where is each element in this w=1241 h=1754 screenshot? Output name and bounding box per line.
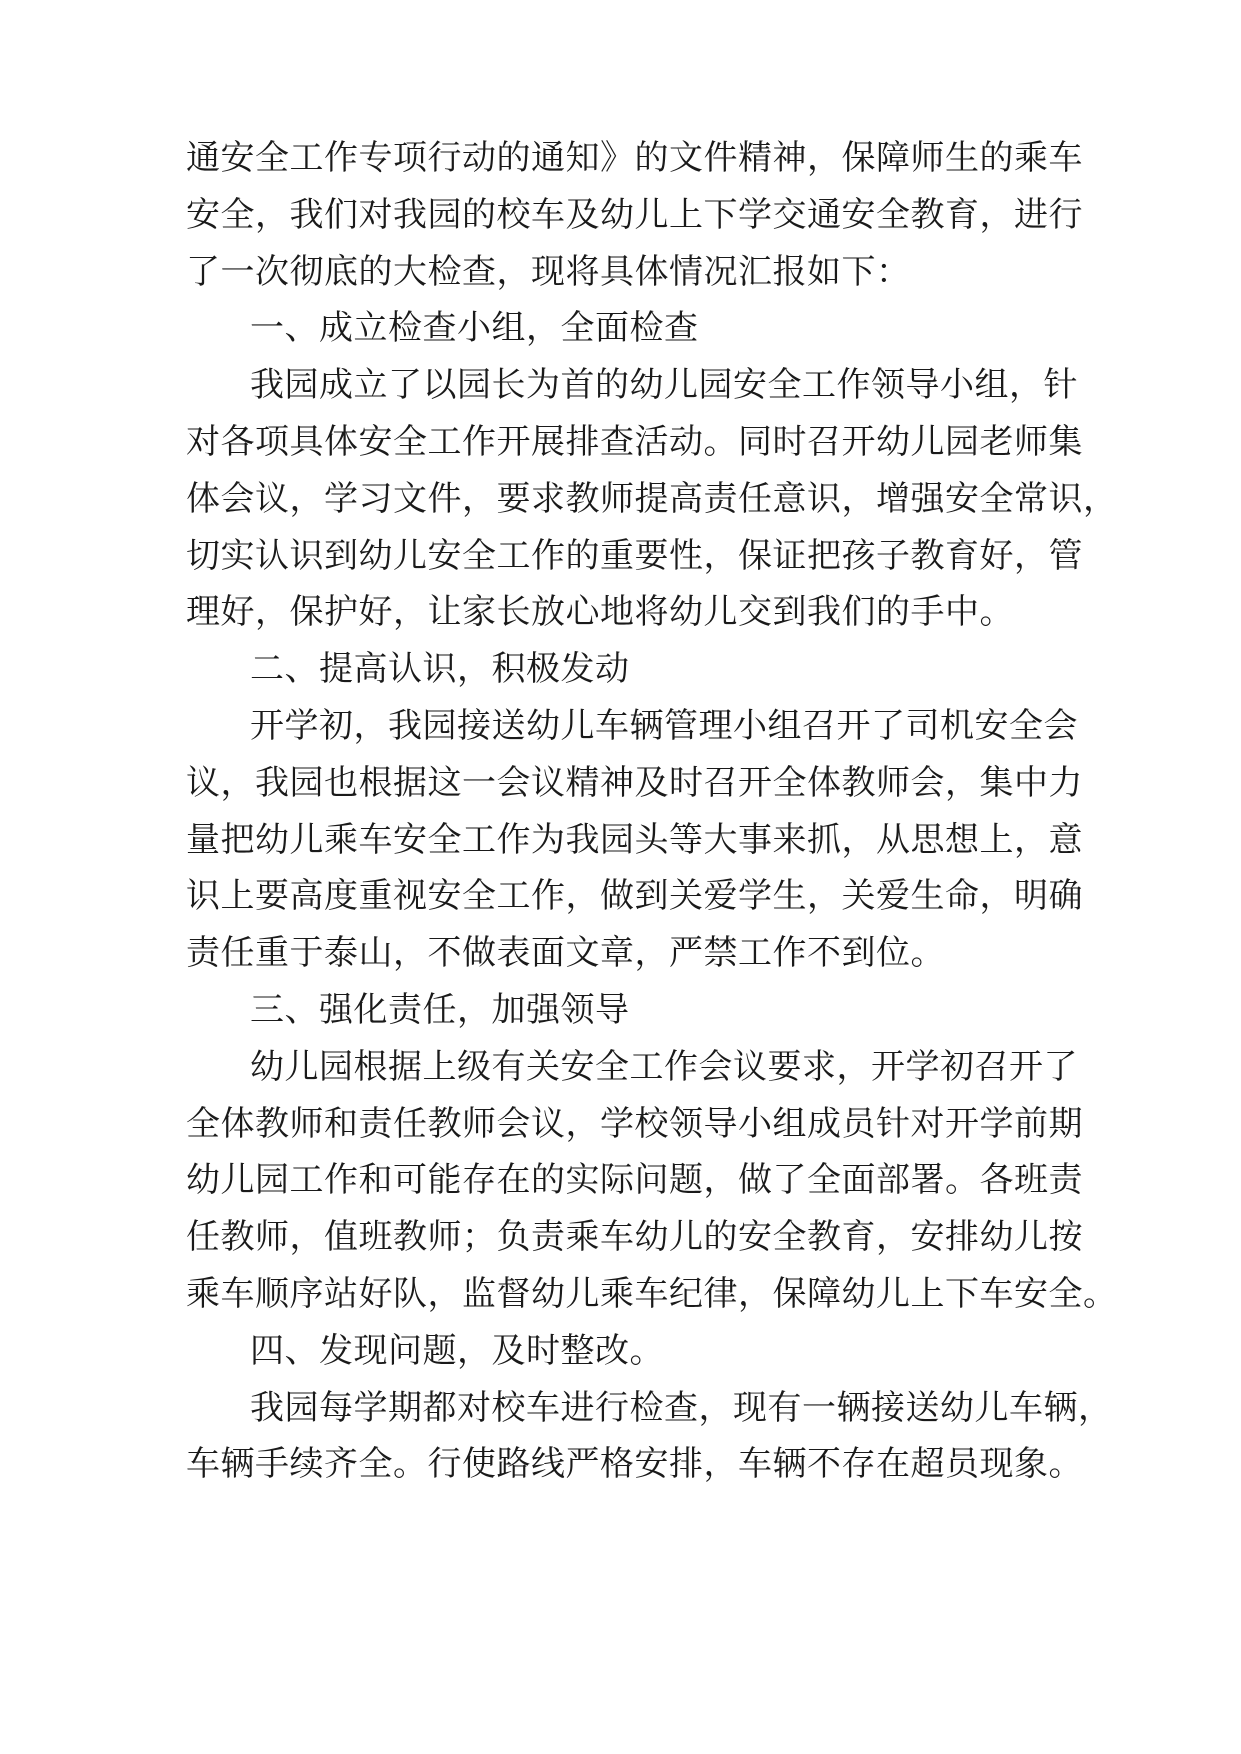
text-line: 我园成立了以园长为首的幼儿园安全工作领导小组，针 [250, 365, 1078, 406]
text-line: 一、成立检查小组，全面检查 [250, 308, 699, 349]
text-line: 识上要高度重视安全工作，做到关爱学生，关爱生命，明确 [186, 876, 1083, 917]
text-line: 了一次彻底的大检查，现将具体情况汇报如下： [186, 251, 911, 292]
text-line: 车辆手续齐全。行使路线严格安排，车辆不存在超员现象。 [186, 1444, 1083, 1485]
text-line: 理好，保护好，让家长放心地将幼儿交到我们的手中。 [186, 592, 1014, 633]
text-line: 幼儿园根据上级有关安全工作会议要求，开学初召开了 [250, 1046, 1078, 1087]
text-line: 量把幼儿乘车安全工作为我园头等大事来抓，从思想上，意 [186, 819, 1083, 860]
text-line: 二、提高认识，积极发动 [250, 649, 630, 690]
text-line: 切实认识到幼儿安全工作的重要性，保证把孩子教育好，管 [186, 535, 1083, 576]
document-body [186, 130, 1118, 1493]
text-line: 全体教师和责任教师会议，学校领导小组成员针对开学前期 [186, 1103, 1083, 1144]
text-line: 体会议，学习文件，要求教师提高责任意识，增强安全常识， [186, 478, 1118, 519]
text-line: 我园每学期都对校车进行检查，现有一辆接送幼儿车辆， [250, 1387, 1113, 1428]
text-line: 开学初，我园接送幼儿车辆管理小组召开了司机安全会 [250, 705, 1078, 746]
text-line: 三、强化责任，加强领导 [250, 989, 630, 1030]
text-line: 对各项具体安全工作开展排查活动。同时召开幼儿园老师集 [186, 421, 1083, 462]
text-line: 议，我园也根据这一会议精神及时召开全体教师会，集中力 [186, 762, 1083, 803]
text-line: 幼儿园工作和可能存在的实际问题，做了全面部署。各班责 [186, 1160, 1083, 1201]
text-line: 责任重于泰山，不做表面文章，严禁工作不到位。 [186, 933, 945, 974]
text-line: 四、发现问题，及时整改。 [250, 1330, 664, 1371]
text-line: 通安全工作专项行动的通知》的文件精神，保障师生的乘车 [186, 138, 1083, 178]
text-line: 任教师，值班教师；负责乘车幼儿的安全教育，安排幼儿按 [186, 1217, 1083, 1258]
text-line: 乘车顺序站好队，监督幼儿乘车纪律，保障幼儿上下车安全。 [186, 1273, 1118, 1314]
text-line: 安全，我们对我园的校车及幼儿上下学交通安全教育，进行 [186, 194, 1083, 235]
